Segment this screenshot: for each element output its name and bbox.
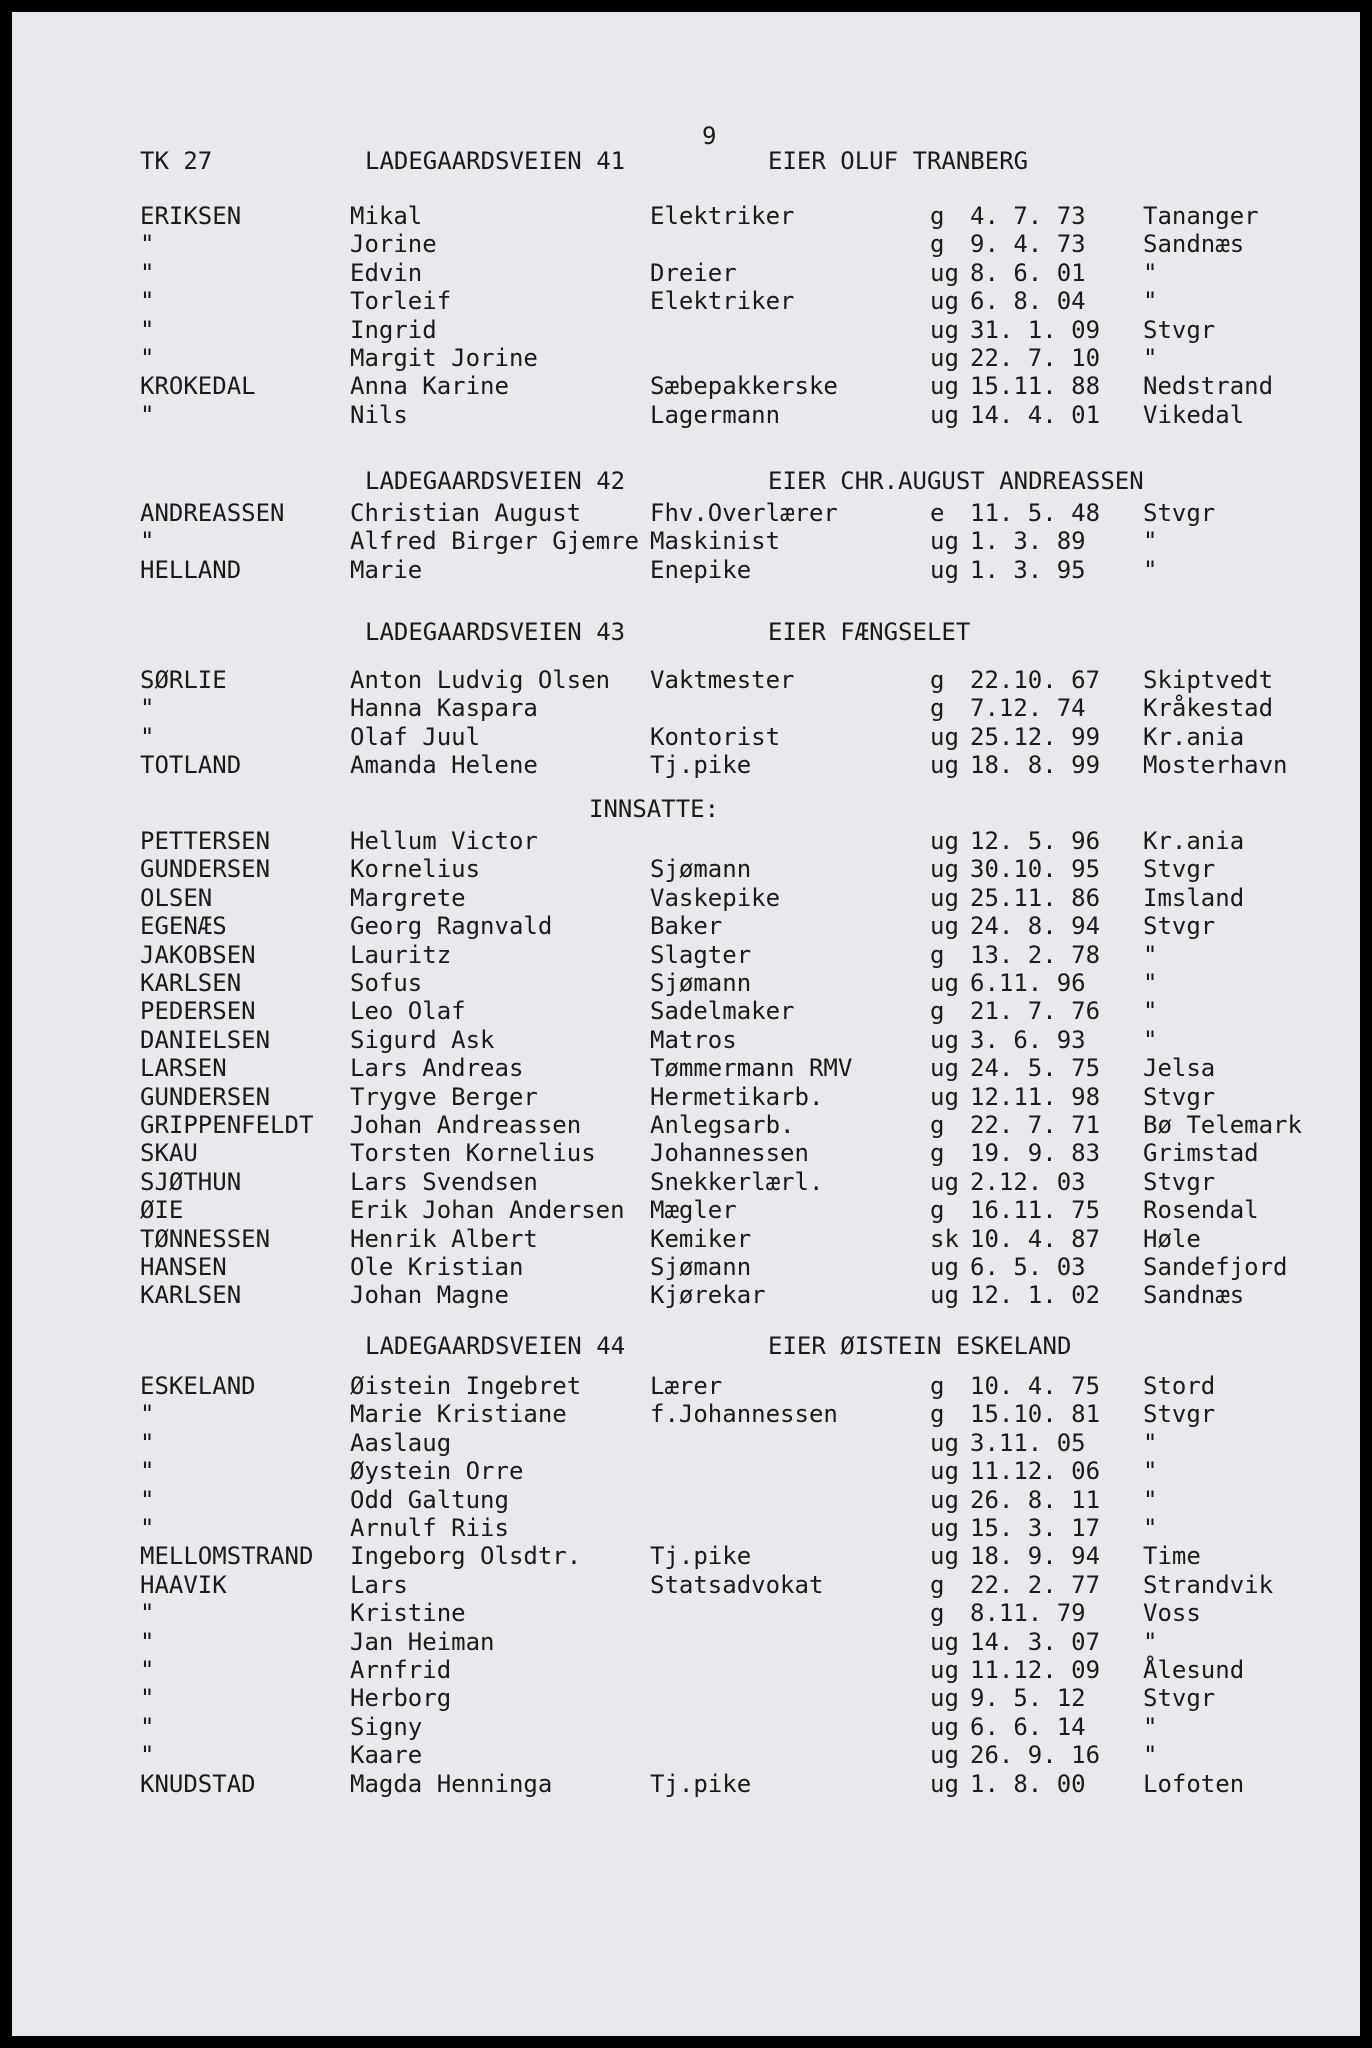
birth-date: 30.10. 95 [970,855,1101,884]
birth-place: Rosendal [1143,1196,1259,1225]
surname: " [140,694,155,723]
marital-status: g [930,997,945,1026]
surname: " [140,722,155,751]
birth-place: " [1143,969,1158,997]
occupation: Sjømann [650,1253,752,1281]
given-name: Nils [350,400,408,429]
occupation: Enepike [650,555,752,584]
occupation: Sjømann [650,855,752,884]
marital-status: ug [930,1428,959,1457]
surname: KARLSEN [140,969,242,997]
occupation: Tømmermann RMV [650,1054,853,1083]
occupation: Anlegsarb. [650,1111,795,1139]
surname: JAKOBSEN [140,940,256,969]
given-name: Øystein Orre [350,1457,524,1486]
birth-date: 26. 8. 11 [970,1485,1101,1514]
birth-place: " [1143,344,1158,372]
surname: " [140,400,155,429]
birth-date: 14. 3. 07 [970,1627,1101,1656]
occupation: Elektriker [650,202,795,230]
marital-status: g [930,1599,945,1628]
given-name: Marie [350,555,423,584]
birth-date: 1. 3. 89 [970,527,1086,556]
section-owner: EIER CHR.AUGUST ANDREASSEN [768,467,1144,495]
occupation: Sæbepakkerske [650,372,838,401]
given-name: Hellum Victor [350,827,538,855]
birth-date: 6. 5. 03 [970,1253,1086,1281]
occupation: Dreier [650,258,737,287]
occupation: Fhv.Overlærer [650,499,838,527]
birth-place: Stvgr [1143,499,1216,527]
given-name: Amanda Helene [350,751,538,780]
section-owner: EIER ØISTEIN ESKELAND [768,1332,1072,1360]
marital-status: ug [930,1082,959,1111]
document-page [12,12,1360,2036]
given-name: Trygve Berger [350,1082,538,1111]
given-name: Lars [350,1570,408,1599]
given-name: Hanna Kaspara [350,694,538,723]
surname: TOTLAND [140,751,242,780]
birth-place: " [1143,1025,1158,1054]
given-name: Erik Johan Andersen [350,1196,625,1225]
birth-date: 12.11. 98 [970,1082,1101,1111]
birth-place: Ålesund [1143,1656,1245,1684]
marital-status: g [930,1196,945,1225]
given-name: Anna Karine [350,372,509,401]
birth-place: " [1143,940,1158,969]
surname: KROKEDAL [140,372,256,401]
marital-status: sk [930,1224,959,1253]
occupation: Lærer [650,1372,723,1400]
occupation: Statsadvokat [650,1570,824,1599]
birth-date: 7.12. 74 [970,694,1086,723]
birth-date: 8. 6. 01 [970,258,1086,287]
birth-place: Kr.ania [1143,827,1245,855]
marital-status: ug [930,855,959,884]
surname: GUNDERSEN [140,1082,271,1111]
birth-date: 25.11. 86 [970,883,1101,912]
birth-date: 2.12. 03 [970,1167,1086,1196]
marital-status: ug [930,1514,959,1542]
section-code: TK 27 [140,147,213,175]
surname: KNUDSTAD [140,1769,256,1798]
birth-place: Stvgr [1143,855,1216,884]
birth-date: 26. 9. 16 [970,1741,1101,1770]
given-name: Leo Olaf [350,997,466,1026]
marital-status: ug [930,1457,959,1486]
birth-date: 10. 4. 75 [970,1372,1101,1400]
given-name: Margrete [350,883,466,912]
marital-status: ug [930,912,959,941]
given-name: Johan Andreassen [350,1111,582,1139]
birth-place: Sandnæs [1143,1281,1245,1310]
birth-place: Grimstad [1143,1139,1259,1168]
surname: SØRLIE [140,666,227,694]
surname: " [140,527,155,556]
surname: HANSEN [140,1253,227,1281]
marital-status: ug [930,1485,959,1514]
birth-place: " [1143,258,1158,287]
birth-date: 18. 8. 99 [970,751,1101,780]
occupation: Kontorist [650,722,781,751]
birth-place: Mosterhavn [1143,751,1288,780]
section-address: LADEGAARDSVEIEN 43 [365,618,626,646]
birth-date: 19. 9. 83 [970,1139,1101,1168]
surname: " [140,287,155,316]
surname: " [140,1457,155,1486]
birth-place: Lofoten [1143,1769,1245,1798]
surname: KARLSEN [140,1281,242,1310]
given-name: Torleif [350,287,452,316]
given-name: Alfred Birger Gjemre [350,527,639,556]
birth-place: Stvgr [1143,1400,1216,1429]
section-address: LADEGAARDSVEIEN 42 [365,467,626,495]
marital-status: ug [930,969,959,997]
birth-date: 11. 5. 48 [970,499,1101,527]
marital-status: ug [930,1627,959,1656]
surname: DANIELSEN [140,1025,271,1054]
birth-date: 12. 5. 96 [970,827,1101,855]
birth-place: Imsland [1143,883,1245,912]
marital-status: ug [930,827,959,855]
birth-date: 12. 1. 02 [970,1281,1101,1310]
birth-place: Stvgr [1143,1082,1216,1111]
marital-status: ug [930,883,959,912]
birth-place: Nedstrand [1143,372,1274,401]
surname: HELLAND [140,555,242,584]
birth-place: Sandnæs [1143,230,1245,259]
marital-status: ug [930,372,959,401]
surname: " [140,1400,155,1429]
occupation: Slagter [650,940,752,969]
marital-status: ug [930,527,959,556]
birth-date: 3. 6. 93 [970,1025,1086,1054]
birth-date: 16.11. 75 [970,1196,1101,1225]
birth-place: Stvgr [1143,315,1216,344]
birth-place: " [1143,1712,1158,1741]
birth-date: 24. 5. 75 [970,1054,1101,1083]
birth-date: 1. 3. 95 [970,555,1086,584]
given-name: Ole Kristian [350,1253,524,1281]
occupation: Baker [650,912,723,941]
given-name: Odd Galtung [350,1485,509,1514]
surname: " [140,1656,155,1684]
birth-place: Strandvik [1143,1570,1274,1599]
birth-date: 31. 1. 09 [970,315,1101,344]
marital-status: ug [930,1656,959,1684]
given-name: Aaslaug [350,1428,452,1457]
innsatte-heading: INNSATTE: [589,795,720,823]
occupation: Mægler [650,1196,737,1225]
birth-date: 15.10. 81 [970,1400,1101,1429]
marital-status: ug [930,1054,959,1083]
occupation: Tj.pike [650,1542,752,1571]
given-name: Mikal [350,202,423,230]
birth-date: 21. 7. 76 [970,997,1101,1026]
birth-place: " [1143,1627,1158,1656]
birth-place: Høle [1143,1224,1201,1253]
surname: " [140,315,155,344]
birth-place: Kråkestad [1143,694,1274,723]
occupation: Snekkerlærl. [650,1167,824,1196]
surname: " [140,1599,155,1628]
marital-status: ug [930,1712,959,1741]
marital-status: g [930,1570,945,1599]
section-address: LADEGAARDSVEIEN 44 [365,1332,626,1360]
occupation: Hermetikarb. [650,1082,824,1111]
birth-place: " [1143,997,1158,1026]
surname: " [140,1485,155,1514]
birth-date: 14. 4. 01 [970,400,1101,429]
birth-place: Tananger [1143,202,1259,230]
surname: EGENÆS [140,912,227,941]
surname: ESKELAND [140,1372,256,1400]
birth-date: 6.11. 96 [970,969,1086,997]
marital-status: ug [930,555,959,584]
occupation: Lagermann [650,400,781,429]
given-name: Kornelius [350,855,481,884]
birth-place: Bø Telemark [1143,1111,1302,1139]
marital-status: ug [930,1253,959,1281]
birth-place: Kr.ania [1143,722,1245,751]
given-name: Henrik Albert [350,1224,538,1253]
given-name: Lars Svendsen [350,1167,538,1196]
occupation: Vaktmester [650,666,795,694]
occupation: Tj.pike [650,1769,752,1798]
given-name: Edvin [350,258,423,287]
occupation: Johannessen [650,1139,809,1168]
surname: ANDREASSEN [140,499,285,527]
marital-status: ug [930,722,959,751]
birth-date: 15.11. 88 [970,372,1101,401]
surname: TØNNESSEN [140,1224,271,1253]
given-name: Marie Kristiane [350,1400,567,1429]
birth-date: 1. 8. 00 [970,1769,1086,1798]
marital-status: g [930,694,945,723]
surname: LARSEN [140,1054,227,1083]
birth-place: Stord [1143,1372,1216,1400]
given-name: Jorine [350,230,437,259]
occupation: Vaskepike [650,883,781,912]
given-name: Ingeborg Olsdtr. [350,1542,582,1571]
occupation: Sadelmaker [650,997,795,1026]
birth-date: 9. 5. 12 [970,1684,1086,1713]
marital-status: ug [930,258,959,287]
surname: " [140,1684,155,1713]
surname: SJØTHUN [140,1167,242,1196]
marital-status: g [930,666,945,694]
birth-place: " [1143,1428,1158,1457]
surname: " [140,1712,155,1741]
marital-status: ug [930,751,959,780]
birth-date: 13. 2. 78 [970,940,1101,969]
birth-place: Voss [1143,1599,1201,1628]
birth-date: 22. 2. 77 [970,1570,1101,1599]
surname: " [140,1741,155,1770]
birth-date: 10. 4. 87 [970,1224,1101,1253]
given-name: Torsten Kornelius [350,1139,596,1168]
birth-place: Stvgr [1143,912,1216,941]
marital-status: ug [930,287,959,316]
surname: " [140,230,155,259]
given-name: Ingrid [350,315,437,344]
birth-place: " [1143,527,1158,556]
marital-status: g [930,1111,945,1139]
surname: " [140,1627,155,1656]
given-name: Johan Magne [350,1281,509,1310]
section-owner: EIER FÆNGSELET [768,618,971,646]
surname: " [140,1428,155,1457]
birth-place: Skiptvedt [1143,666,1274,694]
surname: " [140,258,155,287]
marital-status: g [930,230,945,259]
given-name: Christian August [350,499,582,527]
given-name: Jan Heiman [350,1627,495,1656]
marital-status: ug [930,1542,959,1571]
birth-date: 22. 7. 71 [970,1111,1101,1139]
surname: ØIE [140,1196,184,1225]
given-name: Magda Henninga [350,1769,553,1798]
marital-status: ug [930,1025,959,1054]
birth-place: Sandefjord [1143,1253,1288,1281]
marital-status: ug [930,315,959,344]
birth-place: Time [1143,1542,1201,1571]
birth-date: 22. 7. 10 [970,344,1101,372]
marital-status: g [930,940,945,969]
given-name: Lauritz [350,940,452,969]
given-name: Sofus [350,969,423,997]
occupation: f.Johannessen [650,1400,838,1429]
given-name: Margit Jorine [350,344,538,372]
surname: HAAVIK [140,1570,227,1599]
given-name: Øistein Ingebret [350,1372,582,1400]
given-name: Georg Ragnvald [350,912,553,941]
birth-date: 11.12. 09 [970,1656,1101,1684]
occupation: Sjømann [650,969,752,997]
occupation: Matros [650,1025,737,1054]
page-number: 9 [702,122,717,150]
given-name: Anton Ludvig Olsen [350,666,611,694]
birth-date: 18. 9. 94 [970,1542,1101,1571]
birth-date: 8.11. 79 [970,1599,1086,1628]
birth-place: " [1143,555,1158,584]
surname: ERIKSEN [140,202,242,230]
birth-place: Stvgr [1143,1167,1216,1196]
birth-place: Stvgr [1143,1684,1216,1713]
birth-place: " [1143,1485,1158,1514]
birth-place: Jelsa [1143,1054,1216,1083]
surname: GRIPPENFELDT [140,1111,314,1139]
birth-place: Vikedal [1143,400,1245,429]
birth-date: 6. 6. 14 [970,1712,1086,1741]
birth-date: 3.11. 05 [970,1428,1086,1457]
marital-status: g [930,1372,945,1400]
birth-date: 9. 4. 73 [970,230,1086,259]
given-name: Olaf Juul [350,722,481,751]
section-owner: EIER OLUF TRANBERG [768,147,1029,175]
given-name: Sigurd Ask [350,1025,495,1054]
marital-status: ug [930,1684,959,1713]
marital-status: ug [930,344,959,372]
birth-date: 4. 7. 73 [970,202,1086,230]
marital-status: ug [930,400,959,429]
given-name: Signy [350,1712,423,1741]
birth-date: 15. 3. 17 [970,1514,1101,1542]
birth-date: 24. 8. 94 [970,912,1101,941]
occupation: Kemiker [650,1224,752,1253]
birth-date: 6. 8. 04 [970,287,1086,316]
section-address: LADEGAARDSVEIEN 41 [365,147,626,175]
occupation: Tj.pike [650,751,752,780]
marital-status: g [930,1400,945,1429]
surname: PETTERSEN [140,827,271,855]
occupation: Kjørekar [650,1281,766,1310]
marital-status: e [930,499,945,527]
given-name: Lars Andreas [350,1054,524,1083]
occupation: Elektriker [650,287,795,316]
marital-status: ug [930,1741,959,1770]
birth-date: 22.10. 67 [970,666,1101,694]
birth-place: " [1143,1741,1158,1770]
surname: " [140,1514,155,1542]
birth-place: " [1143,1514,1158,1542]
given-name: Kaare [350,1741,423,1770]
marital-status: ug [930,1769,959,1798]
birth-place: " [1143,287,1158,316]
surname: MELLOMSTRAND [140,1542,314,1571]
given-name: Kristine [350,1599,466,1628]
occupation: Maskinist [650,527,781,556]
birth-date: 11.12. 06 [970,1457,1101,1486]
given-name: Herborg [350,1684,452,1713]
surname: OLSEN [140,883,213,912]
surname: GUNDERSEN [140,855,271,884]
marital-status: ug [930,1167,959,1196]
birth-place: " [1143,1457,1158,1486]
marital-status: g [930,1139,945,1168]
marital-status: g [930,202,945,230]
given-name: Arnulf Riis [350,1514,509,1542]
marital-status: ug [930,1281,959,1310]
surname: " [140,344,155,372]
surname: SKAU [140,1139,198,1168]
surname: PEDERSEN [140,997,256,1026]
birth-date: 25.12. 99 [970,722,1101,751]
given-name: Arnfrid [350,1656,452,1684]
